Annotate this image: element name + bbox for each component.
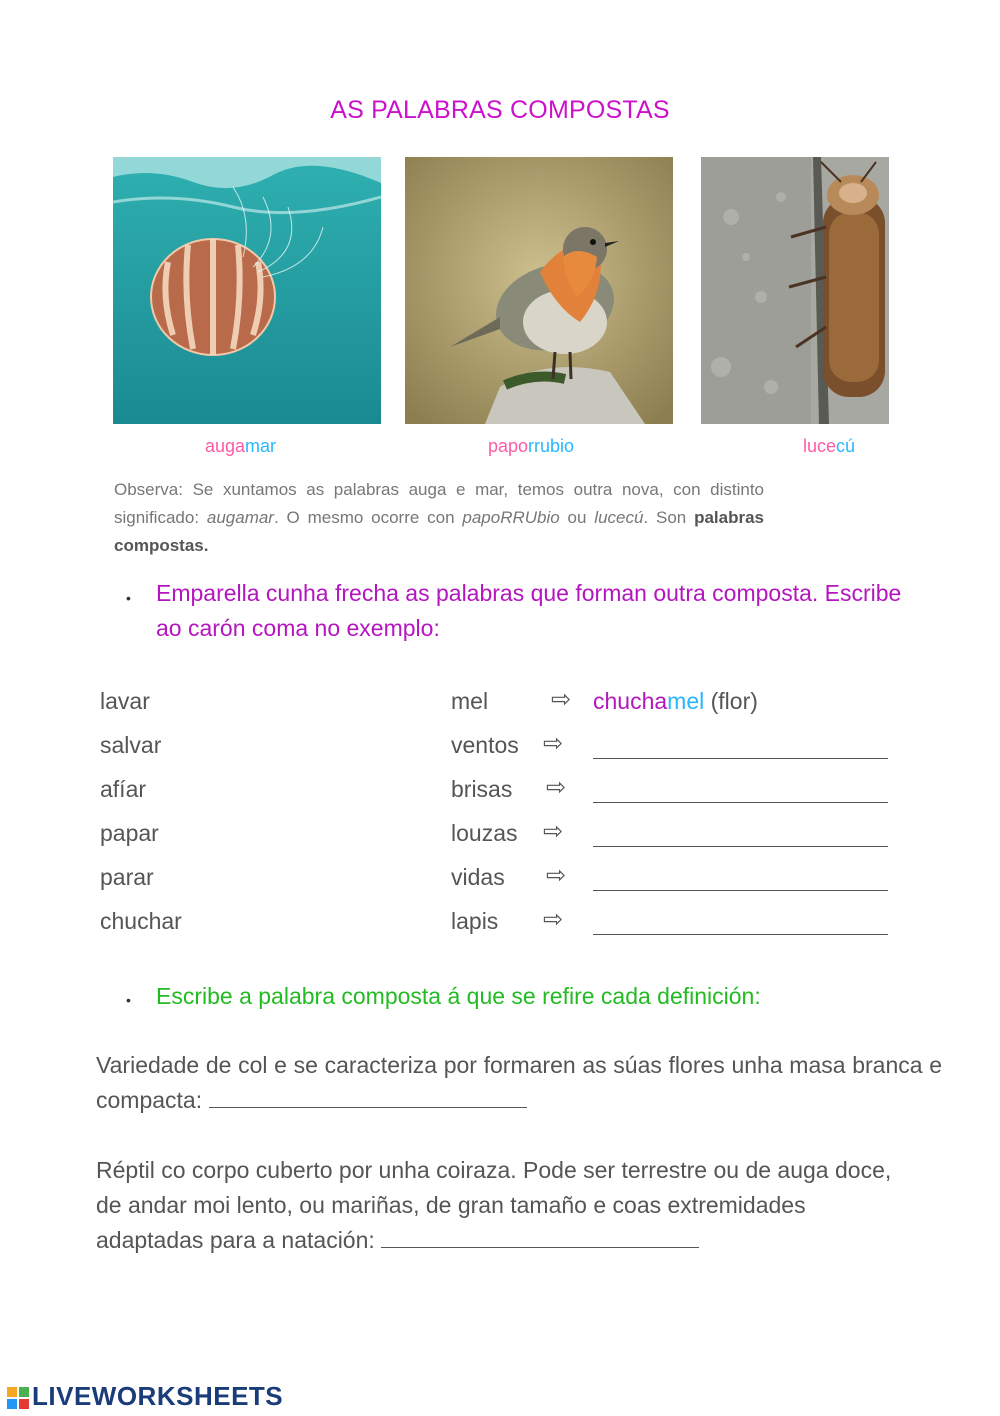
definition-text: Réptil co corpo cuberto por unha coiraza. Pode ser terrestre ou de auga doce, de andar moi lento, ou mariñas, de gran tamaño e coas extremidades adaptadas para a natación:: [96, 1157, 892, 1253]
logo-icon: [7, 1385, 29, 1407]
left-word: salvar: [100, 732, 162, 758]
example-suffix: (flor): [704, 688, 758, 714]
observa-paragraph: [114, 476, 764, 560]
right-word: ventos: [451, 732, 519, 758]
arrow-icon: ⇨: [543, 730, 564, 757]
caption-part1: auga: [205, 436, 246, 456]
left-word: lavar: [100, 688, 150, 714]
jellyfish-photo: [113, 157, 381, 424]
bullet-icon: •: [126, 590, 131, 606]
definition-text: Variedade de col e se caracteriza por formaren as súas flores unha masa branca e compacta:: [96, 1052, 942, 1113]
caption-lucecu: [803, 436, 855, 457]
answer-field[interactable]: [593, 758, 888, 759]
answer-field[interactable]: [381, 1229, 699, 1248]
exercise2-instruction: Escribe a palabra composta á que se refire cada definición:: [156, 983, 761, 1009]
exercise1-instruction: Emparella cunha frecha as palabras que forman outra composta. Escribe ao carón coma no exemplo:: [156, 580, 902, 641]
firefly-beetle-photo: [701, 157, 889, 424]
arrow-icon: ⇨: [551, 686, 572, 713]
answer-field[interactable]: [593, 846, 888, 847]
page-title: AS PALABRAS COMPOSTAS: [330, 96, 670, 124]
left-word: chuchar: [100, 908, 182, 934]
caption-part1: luce: [803, 436, 837, 456]
right-word: mel: [451, 688, 489, 714]
arrow-icon: ⇨: [543, 906, 564, 933]
observa-text: ou: [559, 508, 595, 527]
left-word: papar: [100, 820, 159, 846]
example-augamar: augamar: [206, 508, 274, 527]
example-part1: chucha: [593, 688, 668, 714]
example-paporrubio: papoRRUbio: [462, 508, 560, 527]
answer-field[interactable]: [593, 934, 888, 935]
answer-field[interactable]: [593, 802, 888, 803]
definition-item: [96, 1048, 942, 1118]
caption-part2: mar: [245, 436, 277, 456]
observa-text: Observa: Se xuntamos as palabras auga e mar, temos outra nova, con distinto significado:: [114, 480, 764, 527]
observa-text: . Son: [643, 508, 695, 527]
arrow-icon: ⇨: [546, 774, 567, 801]
robin-bird-photo: [405, 157, 673, 424]
caption-part2: rrubio: [528, 436, 575, 456]
caption-paporrubio: [488, 436, 574, 457]
answer-field[interactable]: [209, 1089, 527, 1108]
example-lucecu: lucecú: [594, 508, 644, 527]
right-word: brisas: [451, 776, 513, 802]
caption-part2: cú: [836, 436, 856, 456]
right-word: louzas: [451, 820, 518, 846]
definition-item: [96, 1153, 911, 1258]
logo-text: LIVEWORKSHEETS: [32, 1381, 284, 1411]
observa-bold: palabras compostas.: [114, 508, 764, 555]
observa-text: . O mesmo ocorre con: [273, 508, 463, 527]
liveworksheets-logo[interactable]: [7, 1381, 283, 1412]
example-answer: [593, 688, 758, 715]
caption-part1: papo: [488, 436, 529, 456]
left-word: afíar: [100, 776, 147, 802]
bullet-icon: •: [126, 992, 131, 1008]
right-word: lapis: [451, 908, 499, 934]
example-part2: mel: [667, 688, 705, 714]
caption-augamar: [205, 436, 276, 457]
right-word: vidas: [451, 864, 505, 890]
arrow-icon: ⇨: [543, 818, 564, 845]
answer-field[interactable]: [593, 890, 888, 891]
left-word: parar: [100, 864, 154, 890]
arrow-icon: ⇨: [546, 862, 567, 889]
